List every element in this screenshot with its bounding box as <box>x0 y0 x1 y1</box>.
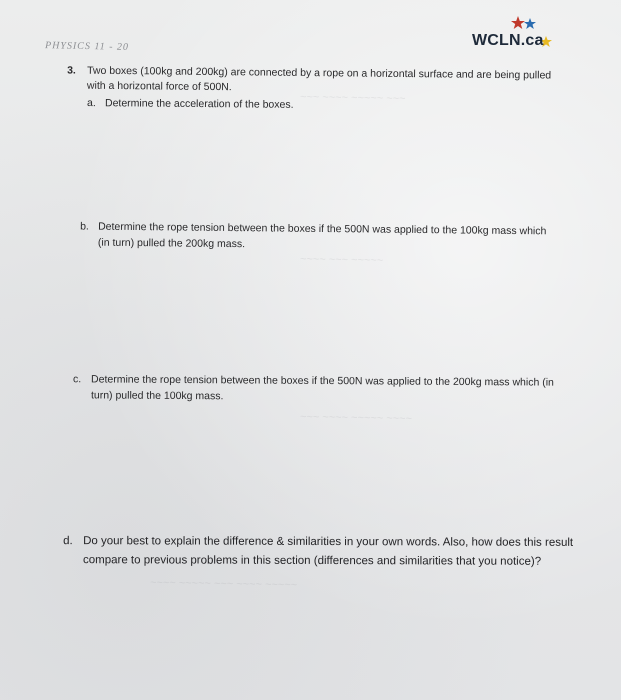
part-a <box>87 95 537 117</box>
part-text: Determine the rope tension between the boxes if the 500N was applied to the 100kg mass which (in turn) pulled the 200kg mass. <box>97 220 547 251</box>
logo-text: WCLN.ca <box>472 32 544 49</box>
question-number: 3. <box>67 64 76 77</box>
part-label: c. <box>73 373 82 386</box>
wcln-logo <box>472 14 562 54</box>
bleed-through-texture: ~~~~ ~~~ ~~~~~ <box>299 253 384 267</box>
part-b <box>80 218 565 259</box>
part-label: b. <box>80 220 89 233</box>
bleed-through-texture: ~~~~ ~~~~~ ~~~ ~~~~ ~~~~~ <box>149 576 298 592</box>
bleed-through-texture: ~~~ ~~~~ ~~~~~ ~~~ <box>299 91 406 105</box>
bleed-through-texture: ~~~ ~~~~ ~~~~~ ~~~~ <box>299 411 413 425</box>
course-header: PHYSICS 11 - 20 <box>44 40 130 53</box>
part-text: Determine the rope tension between the boxes if the 500N was applied to the 200kg mass which (in turn) pulled the 100kg mass. <box>90 373 554 403</box>
question-text: Two boxes (100kg and 200kg) are connected by a rope on a horizontal surface and are being pulled with a horizontal force of 500N. <box>86 64 552 94</box>
part-text: Determine the acceleration of the boxes. <box>104 97 294 111</box>
part-c <box>73 371 571 410</box>
part-d <box>63 532 587 594</box>
part-label: a. <box>86 97 96 110</box>
part-text: Do your best to explain the difference & similarities in your own words. Also, how does this result compare to previous problems in this section (differences and similarities that you notice)? <box>82 535 574 568</box>
part-label: d. <box>63 535 73 548</box>
